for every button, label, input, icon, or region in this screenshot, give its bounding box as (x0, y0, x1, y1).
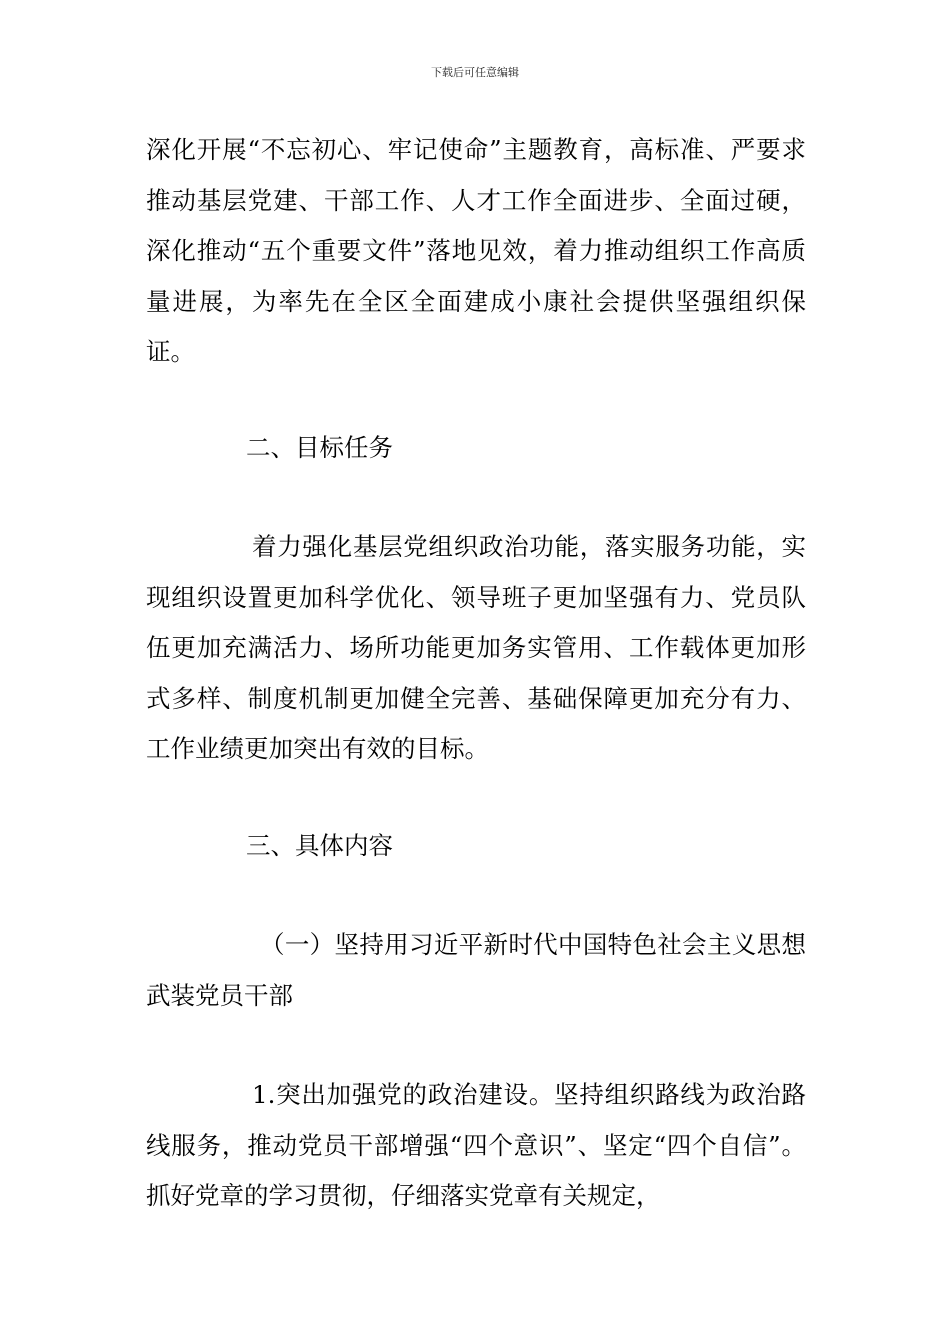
section-heading-content: 三、具体内容 (246, 831, 393, 860)
paragraph-goals: 着力强化基层党组织政治功能，落实服务功能，实现组织设置更加科学优化、领导班子更加坚强有力、党员队伍更加充满活力、场所功能更加务实管用、工作载体更加形式多样、制度机制更加健全完善、基础保障更加充分有力、工作业绩更加突出有效的目标。 (146, 532, 806, 763)
paragraph-intro: 深化开展“不忘初心、牢记使命”主题教育，高标准、严要求推动基层党建、干部工作、人才工作全面进步、全面过硬，深化推动“五个重要文件”落地见效，着力推动组织工作高质量进展，为率先在全区全面建成小康社会提供坚强组织保证。 (146, 135, 806, 366)
paragraph-item-1: 1.突出加强党的政治建设。坚持组织路线为政治路线服务，推动党员干部增强“四个意识”、坚定“四个自信”。抓好党章的学习贯彻，仔细落实党章有关规定， (146, 1080, 806, 1210)
section-heading-goals: 二、目标任务 (246, 433, 393, 462)
page-header-note: 下载后可任意编辑 (431, 66, 519, 79)
subsection-heading-1: （一）坚持用习近平新时代中国特色社会主义思想武装党员干部 (146, 930, 806, 1010)
